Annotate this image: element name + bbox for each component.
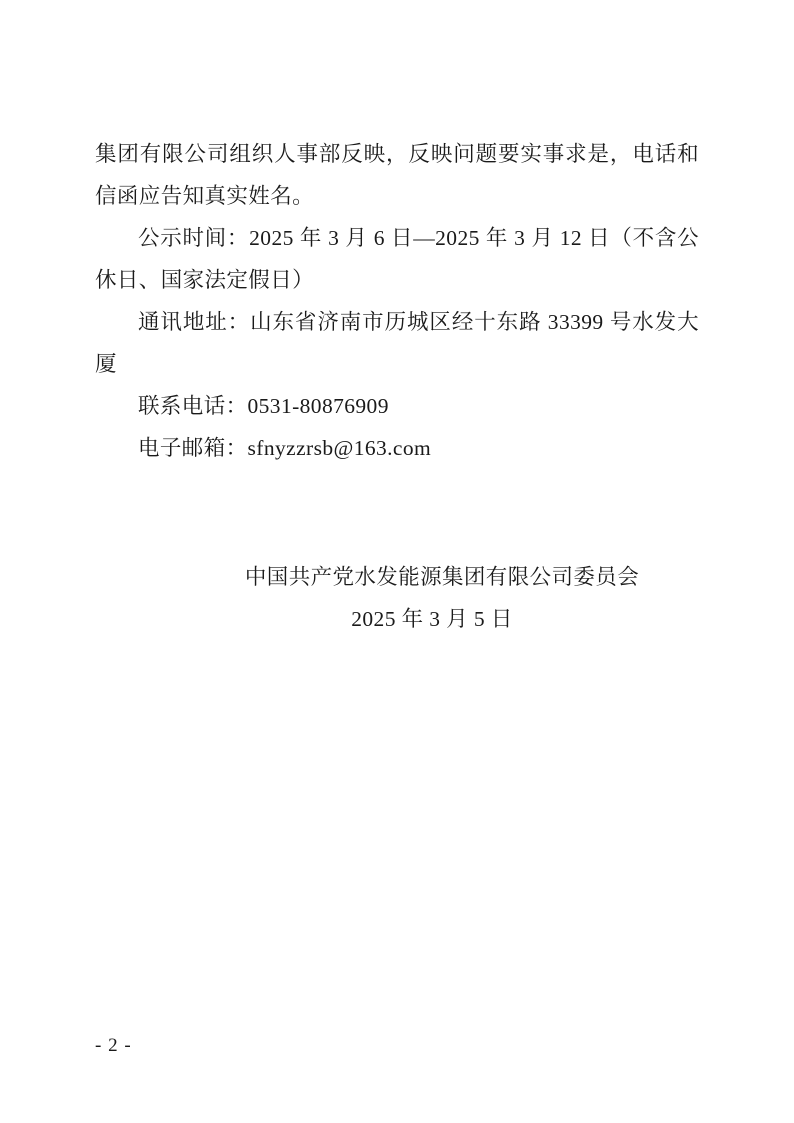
signature-date: 2025 年 3 月 5 日 <box>351 607 513 631</box>
paragraph-continuation: 集团有限公司组织人事部反映，反映问题要实事求是，电话和信函应告知真实姓名。 <box>95 142 699 208</box>
paragraph-contact-phone: 联系电话：0531-80876909 <box>138 394 389 418</box>
signature-organization: 中国共产党水发能源集团有限公司委员会 <box>244 565 640 589</box>
document-body <box>95 133 699 469</box>
page-number-footer: - 2 - <box>95 1035 132 1056</box>
paragraph-publicity-period: 公示时间：2025 年 3 月 6 日—2025 年 3 月 12 日（不含公休日、国家法定假日） <box>95 226 699 292</box>
paragraph-email: 电子邮箱：sfnyzzrsb@163.com <box>138 436 432 460</box>
signature-block <box>95 556 699 640</box>
paragraph-mailing-address: 通讯地址：山东省济南市历城区经十东路 33399 号水发大厦 <box>95 310 699 376</box>
